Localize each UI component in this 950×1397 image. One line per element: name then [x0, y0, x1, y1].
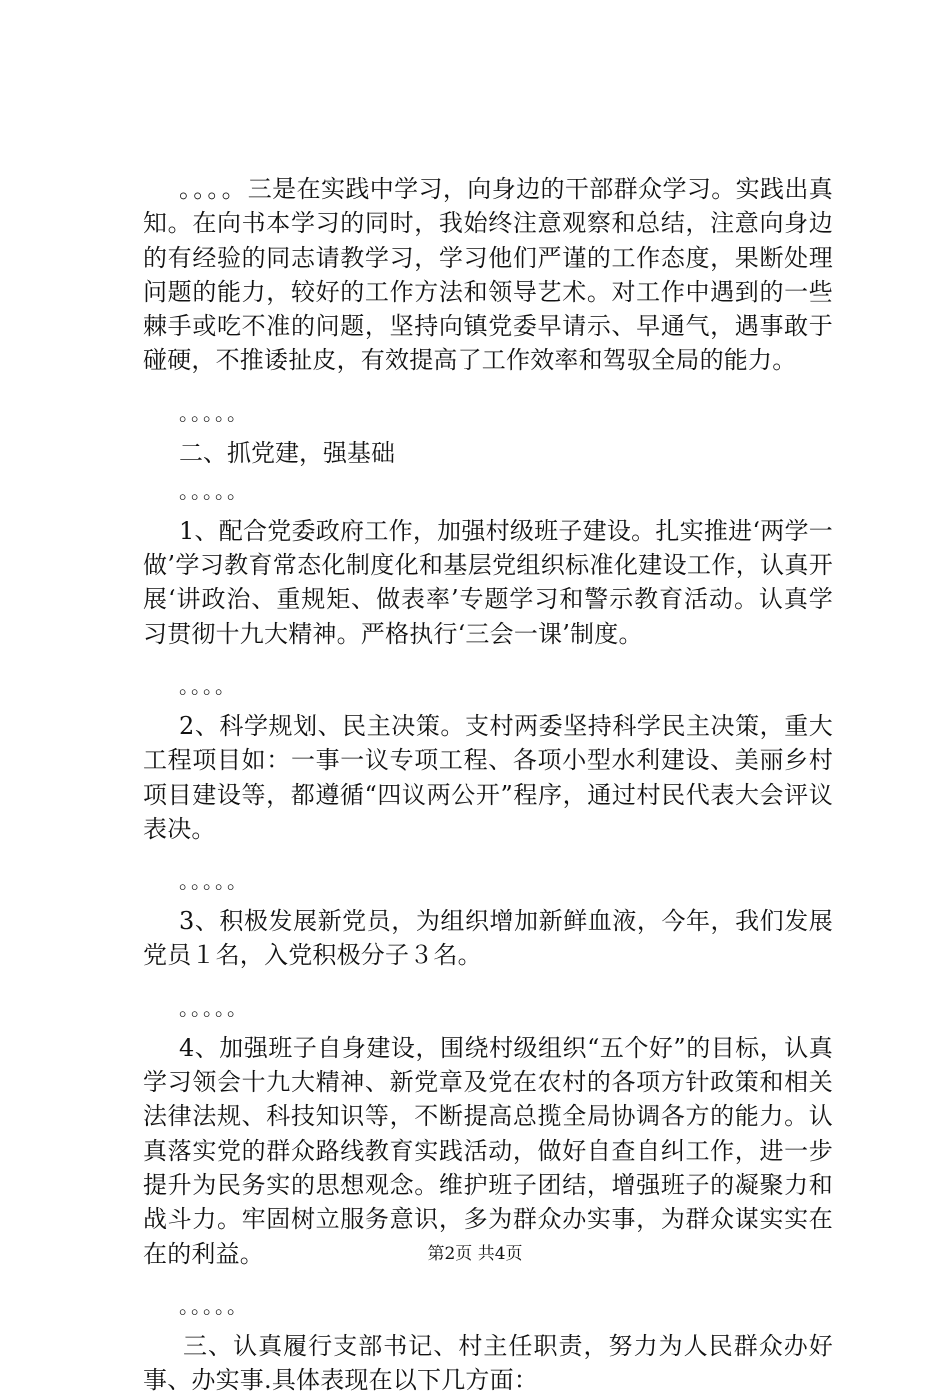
paragraph-item-3: 3、积极发展新党员，为组织增加新鲜血液，今年，我们发展党员１名，入党积极分子３名。 — [143, 907, 833, 970]
section-heading-duties: 三、认真履行支部书记、村主任职责，努力为人民群众办好事、办实事.具体表现在以下几方面： — [143, 1331, 833, 1395]
document-body — [143, 172, 833, 1397]
dots-separator: 。。。。。 — [179, 1293, 249, 1318]
dots-separator: 。。。。 — [179, 673, 237, 698]
dots-separator: 。。。。。 — [179, 478, 249, 503]
section-heading-party-building: 二、抓党建，强基础 — [179, 438, 395, 467]
paragraph-text: 三是在实践中学习，向身边的干部群众学习。实践出真知。在向书本学习的同时，我始终注意观察和总结，注意向身边的有经验的同志请教学习，学习他们严谨的工作态度，果断处理问题的能力，较好的工作方法和领导艺术。对工作中遇到的一些棘手或吃不准的问题，坚持向镇党委早请示、早通气，遇事敢于碰硬，不推诿扯皮，有效提高了工作效率和驾驭全局的能力。 — [143, 175, 833, 375]
dots-separator: 。。。。。 — [179, 995, 249, 1020]
leading-dots: 。。。。 — [179, 175, 248, 203]
paragraph-practice-learning — [143, 172, 833, 378]
dots-separator: 。。。。。 — [179, 869, 249, 894]
paragraph-item-4: 4、加强班子自身建设，围绕村级组织“五个好”的目标，认真学习领会十九大精神、新党章及党在农村的各项方针政策和相关法律法规、科技知识等，不断提高总揽全局协调各方的能力。认真落实党的群众路线教育实践活动，做好自查自纠工作，进一步提升为民务实的思想观念。维护班子团结，增强班子的凝聚力和战斗力。牢固树立服务意识，多为群众办实事，为群众谋实实在在的利益。 — [143, 1033, 833, 1268]
dots-separator: 。。。。。 — [179, 400, 249, 425]
paragraph-item-2: 2、科学规划、民主决策。支村两委坚持科学民主决策，重大工程项目如：一事一议专项工程、各项小型水利建设、美丽乡村项目建设等，都遵循“四议两公开”程序，通过村民代表大会评议表决。 — [143, 711, 833, 843]
paragraph-item-1: 1、配合党委政府工作，加强村级班子建设。扎实推进‘两学一做’学习教育常态化制度化和基层党组织标准化建设工作，认真开展‘讲政治、重规矩、做表率’专题学习和警示教育活动。认真学习贯彻十九大精神。严格执行‘三会一课’制度。 — [143, 516, 833, 648]
page-footer: 第2页 共4页 — [427, 1244, 523, 1264]
